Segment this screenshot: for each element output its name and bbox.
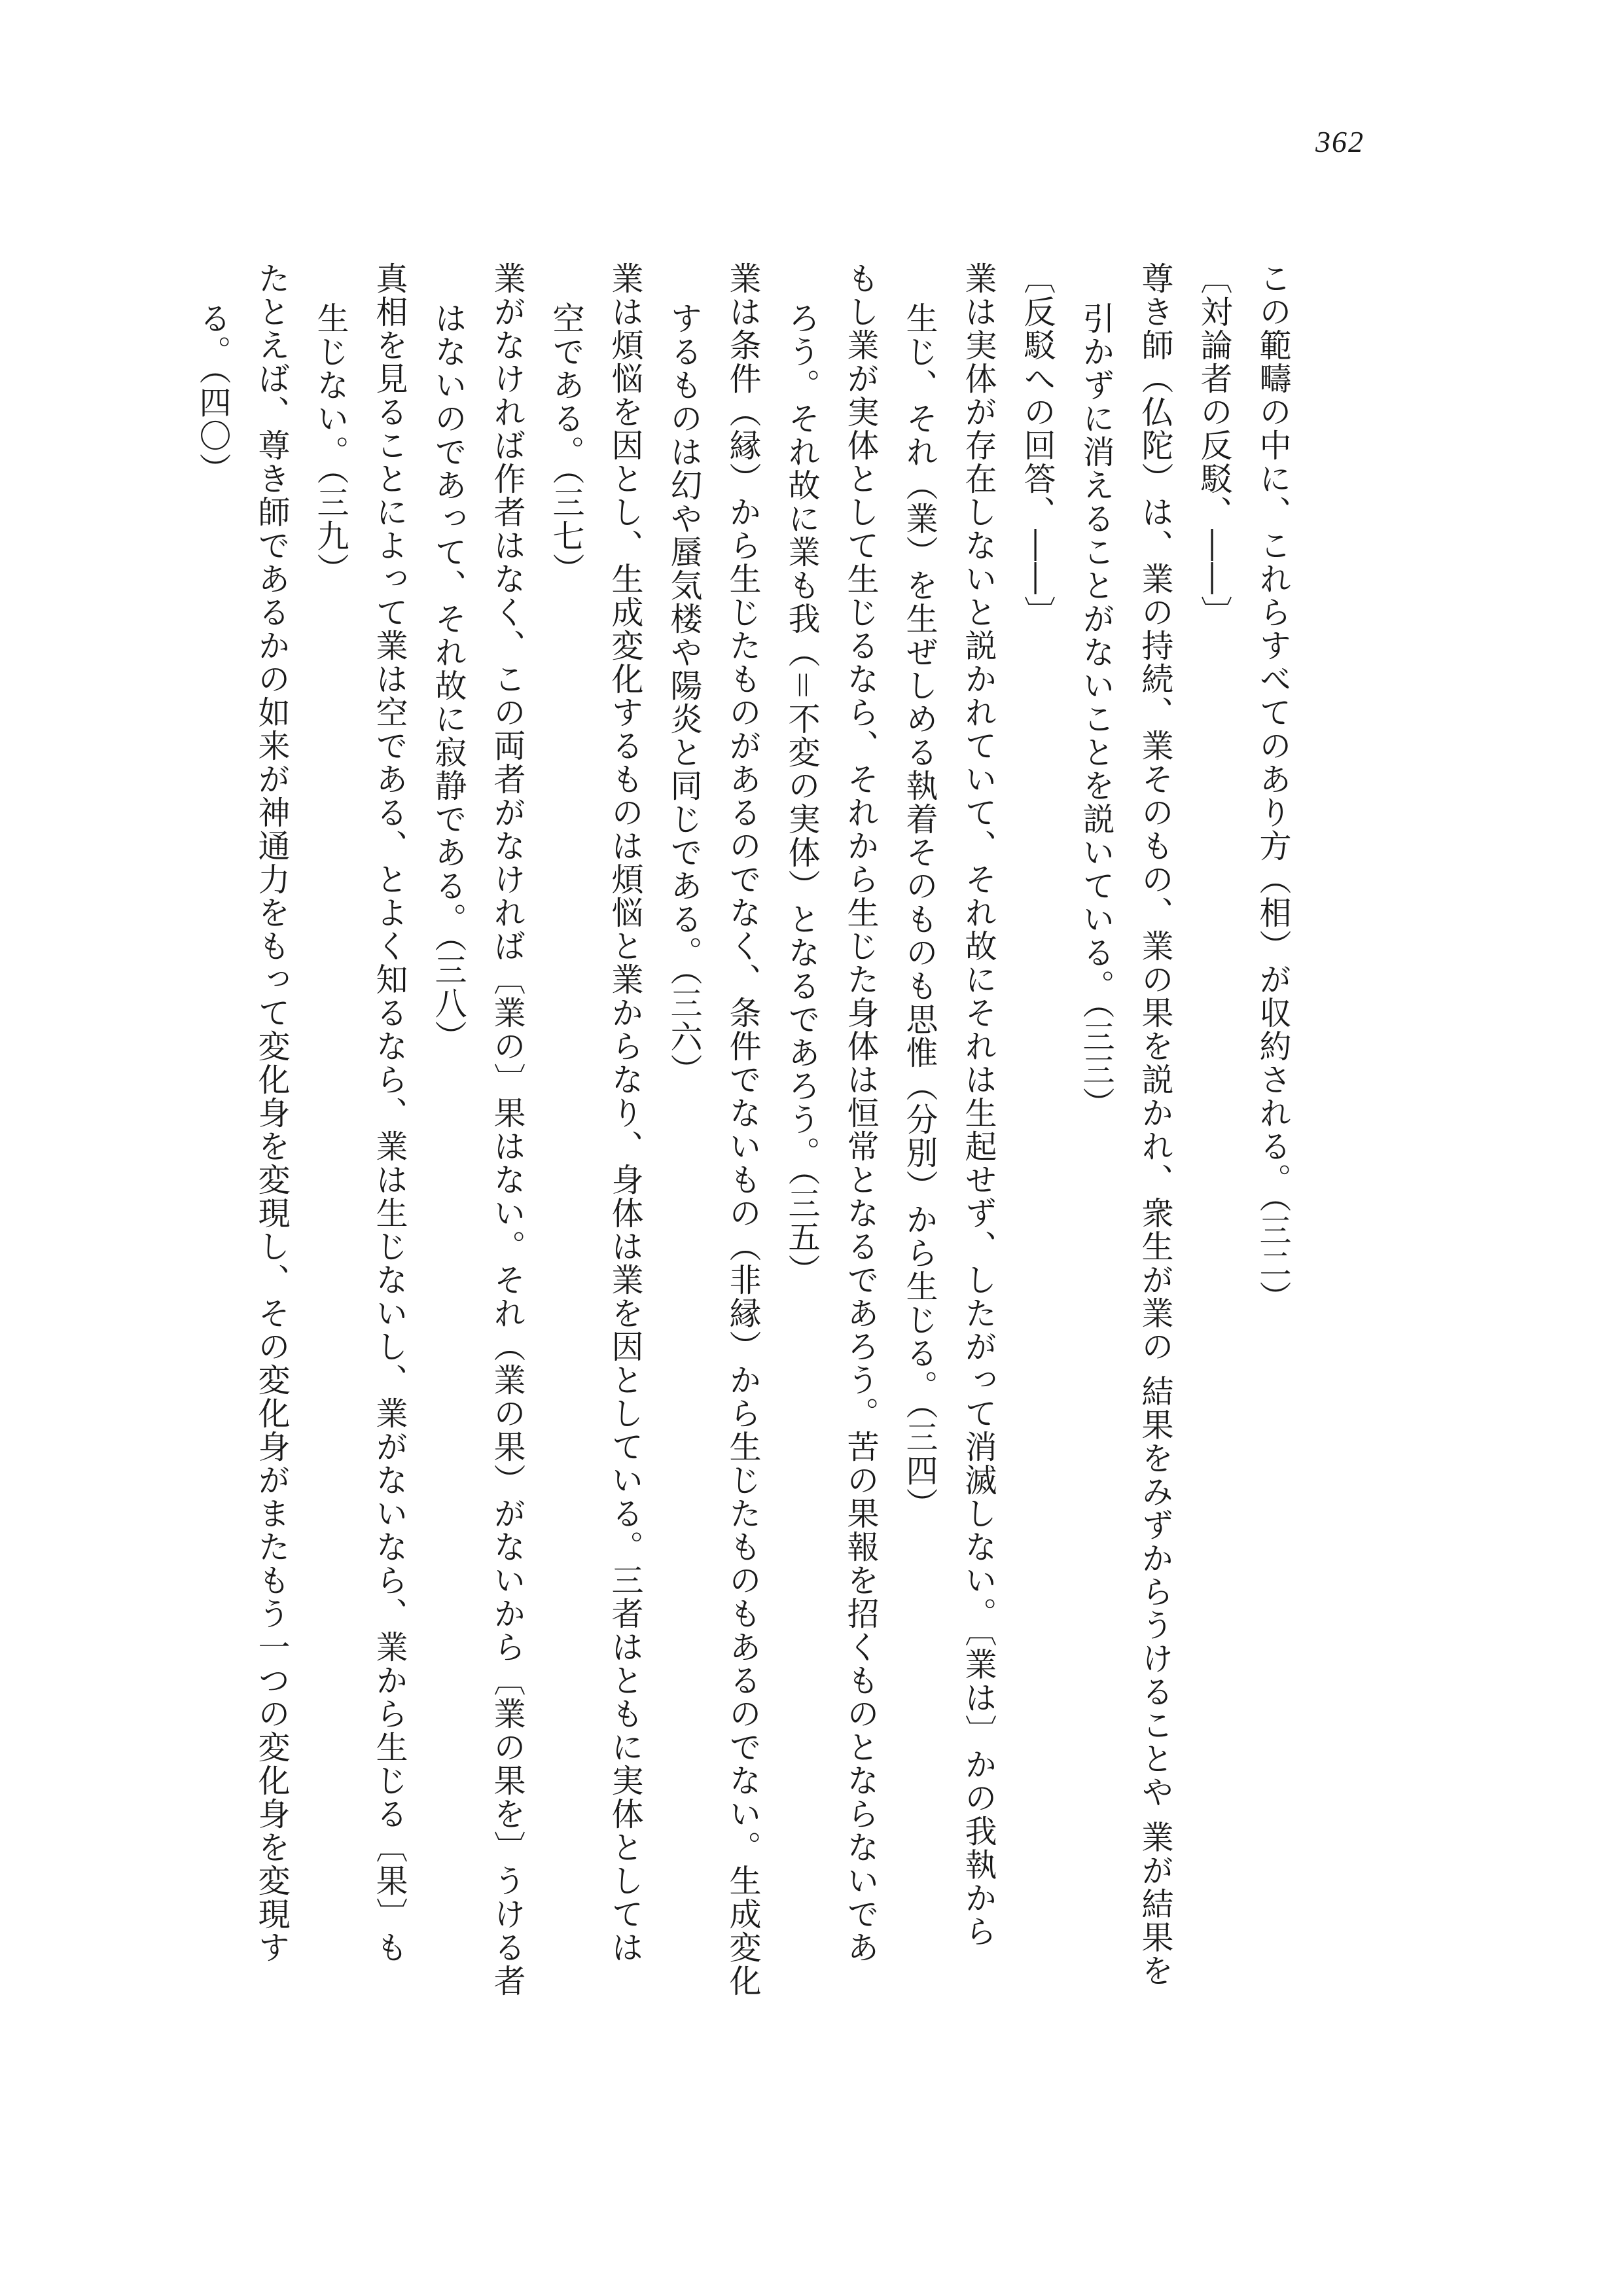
vertical-text-body [194, 262, 1302, 2016]
text-line: 業は実体が存在しないと説かれていて、それ故にそれは生起せず、したがって消滅しない。〔業は〕かの我執から [960, 262, 997, 1948]
text-line: 〔反駁への回答、――〕 [1019, 262, 1056, 629]
text-line: はないのであって、それ故に寂静である。（三八） [430, 302, 467, 1054]
text-line: たとえば、尊き師であるかの如来が神通力をもって変化身を変現し、その変化身がまたもう一つの変化身を変現す [253, 262, 291, 1964]
text-line: 空である。（三七） [548, 302, 585, 586]
text-line: もし業が実体として生じるなら、それから生じた身体は恒常となるであろう。苦の果報を招くものとならないであ [842, 262, 880, 1964]
text-line: 〔対論者の反駁、――〕 [1196, 262, 1233, 629]
text-line: するものは幻や蜃気楼や陽炎と同じである。（三六） [666, 302, 703, 1087]
text-line: 業は条件（縁）から生じたものがあるのでなく、条件でないもの（非縁）から生じたものもあるのでない。生成変化 [724, 262, 762, 1998]
text-line: る。（四〇） [194, 302, 232, 486]
text-line: 業がなければ作者はなく、この両者がなければ〔業の〕果はない。それ（業の果）がないから〔業の果を〕うける者 [489, 262, 526, 1998]
text-line: 業は煩悩を因とし、生成変化するものは煩悩と業からなり、身体は業を因としている。三者はともに実体としては [607, 262, 644, 1964]
text-line: 生じない。（三九） [312, 302, 349, 586]
text-line: この範疇の中に、これらすべてのあり方（相）が収約される。（三二） [1255, 262, 1292, 1314]
page-number: 362 [1315, 125, 1364, 158]
text-line: 生じ、それ（業）を生ぜしめる執着そのものも思惟（分別）から生じる。（三四） [901, 302, 938, 1521]
text-line: 尊き師（仏陀）は、業の持続、業そのもの、業の果を説かれ、衆生が業の 結果をみずからうけることや 業が結果を [1137, 262, 1174, 1988]
text-line: ろう。それ故に業も我（＝不変の実体）となるであろう。（三五） [783, 302, 821, 1287]
text-line: 引かずに消えることがないことを説いている。（三三） [1078, 302, 1115, 1121]
text-line: 真相を見ることによって業は空である、とよく知るなら、業は生じないし、業がないなら、業から生じる〔果〕も [371, 262, 408, 1964]
